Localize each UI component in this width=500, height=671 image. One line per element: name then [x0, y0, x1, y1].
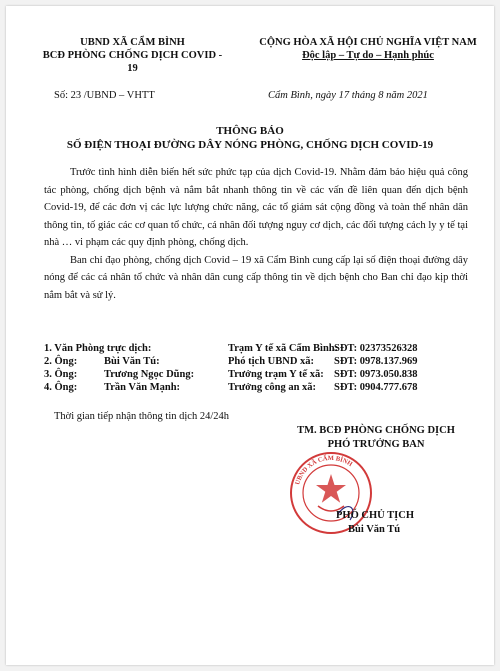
signature-position: PHÓ CHỦ TỊCH — [336, 510, 414, 521]
document-title: THÔNG BÁO — [216, 125, 284, 137]
contact-role: Trưởng công an xã: — [228, 382, 317, 393]
seal-text: UBND XÃ CẨM BÌNH — [294, 454, 354, 486]
contact-name: Trương Ngọc Dũng: — [104, 369, 195, 380]
contact-role: Trạm Y tế xã Cẩm Bình: — [228, 343, 339, 354]
document-number: Số: 23 /UBND – VHTT — [54, 90, 155, 101]
contact-phone: SĐT: 0978.137.969 — [334, 356, 418, 367]
contact-row — [44, 342, 474, 355]
body-paragraph-2: Ban chỉ đạo phòng, chống dịch Covid – 19 xã Cẩm Bình cung cấp lại số điện thoại đường dây nóng để các cá nhân tổ chức và nhân dân cung cấp thông tin về dịch bệnh cho Ban chỉ đạo kịp thời nắm bắt và sử lý. — [44, 254, 468, 301]
contact-role: Trưởng trạm Y tế xã: — [228, 369, 324, 380]
contact-name: Trần Văn Mạnh: — [104, 382, 181, 393]
contact-role: Phó tịch UBND xã: — [228, 356, 315, 367]
signature-title: PHÓ TRƯỞNG BAN — [327, 439, 425, 450]
contact-index: 3. Ông: — [44, 369, 78, 380]
contact-phone: SĐT: 0904.777.678 — [334, 382, 418, 393]
contact-row — [44, 368, 474, 381]
contact-phone: SĐT: 0973.050.838 — [334, 369, 418, 380]
contact-row — [44, 381, 474, 394]
header-right — [252, 36, 484, 62]
svg-text:UBND XÃ CẨM BÌNH — [294, 454, 353, 486]
time-note: Thời gian tiếp nhận thông tin dịch 24/24h — [54, 411, 229, 422]
header-right-line1: CỘNG HÒA XÃ HỘI CHỦ NGHĨA VIỆT NAM — [259, 37, 477, 48]
header-left-line1: UBND XÃ CẨM BÌNH — [80, 37, 185, 48]
contact-phone: SĐT: 02373526328 — [334, 343, 418, 354]
header-left — [40, 36, 225, 75]
signature-org: TM. BCĐ PHÒNG CHỐNG DỊCH — [297, 425, 455, 436]
contact-index: 4. Ông: — [44, 382, 78, 393]
contact-index: 2. Ông: — [44, 356, 78, 367]
header-right-line2: Độc lập – Tự do – Hạnh phúc — [302, 50, 434, 61]
date-line: Cẩm Bình, ngày 17 tháng 8 năm 2021 — [268, 90, 428, 101]
document-body — [44, 164, 468, 304]
contact-list — [44, 342, 474, 394]
contact-index: 1. Văn Phòng trực dịch: — [44, 343, 152, 354]
document-page — [6, 6, 494, 665]
body-paragraph-1: Trước tình hình diễn biến hết sức phức tạp của dịch Covid-19. Nhằm đảm bảo hiệu quả công tác phòng, chống dịch bệnh và nắm bắt nhanh thông tin về các vấn đề liên quan đến dịch bệnh Covid-19, để các đơn vị các lực lượng chức năng, các tổ giám sát cộng đồng và toàn thể nhân dân thông tin, tố giác các cơ quan tổ chức, cá nhân đối tượng nguy cơ dịch, các đối tượng cách ly y tế tại nhà … vi phạm các quy định phòng, chống dịch. — [44, 167, 468, 248]
contact-row — [44, 355, 474, 368]
header-left-line2: BCĐ PHÒNG CHỐNG DỊCH COVID - 19 — [42, 50, 223, 74]
contact-name: Bùi Văn Tú: — [104, 356, 160, 367]
document-subtitle: SỐ ĐIỆN THOẠI ĐƯỜNG DÂY NÓNG PHÒNG, CHỐNG DỊCH COVID-19 — [66, 139, 434, 151]
signature-name: Bùi Văn Tú — [348, 524, 401, 535]
